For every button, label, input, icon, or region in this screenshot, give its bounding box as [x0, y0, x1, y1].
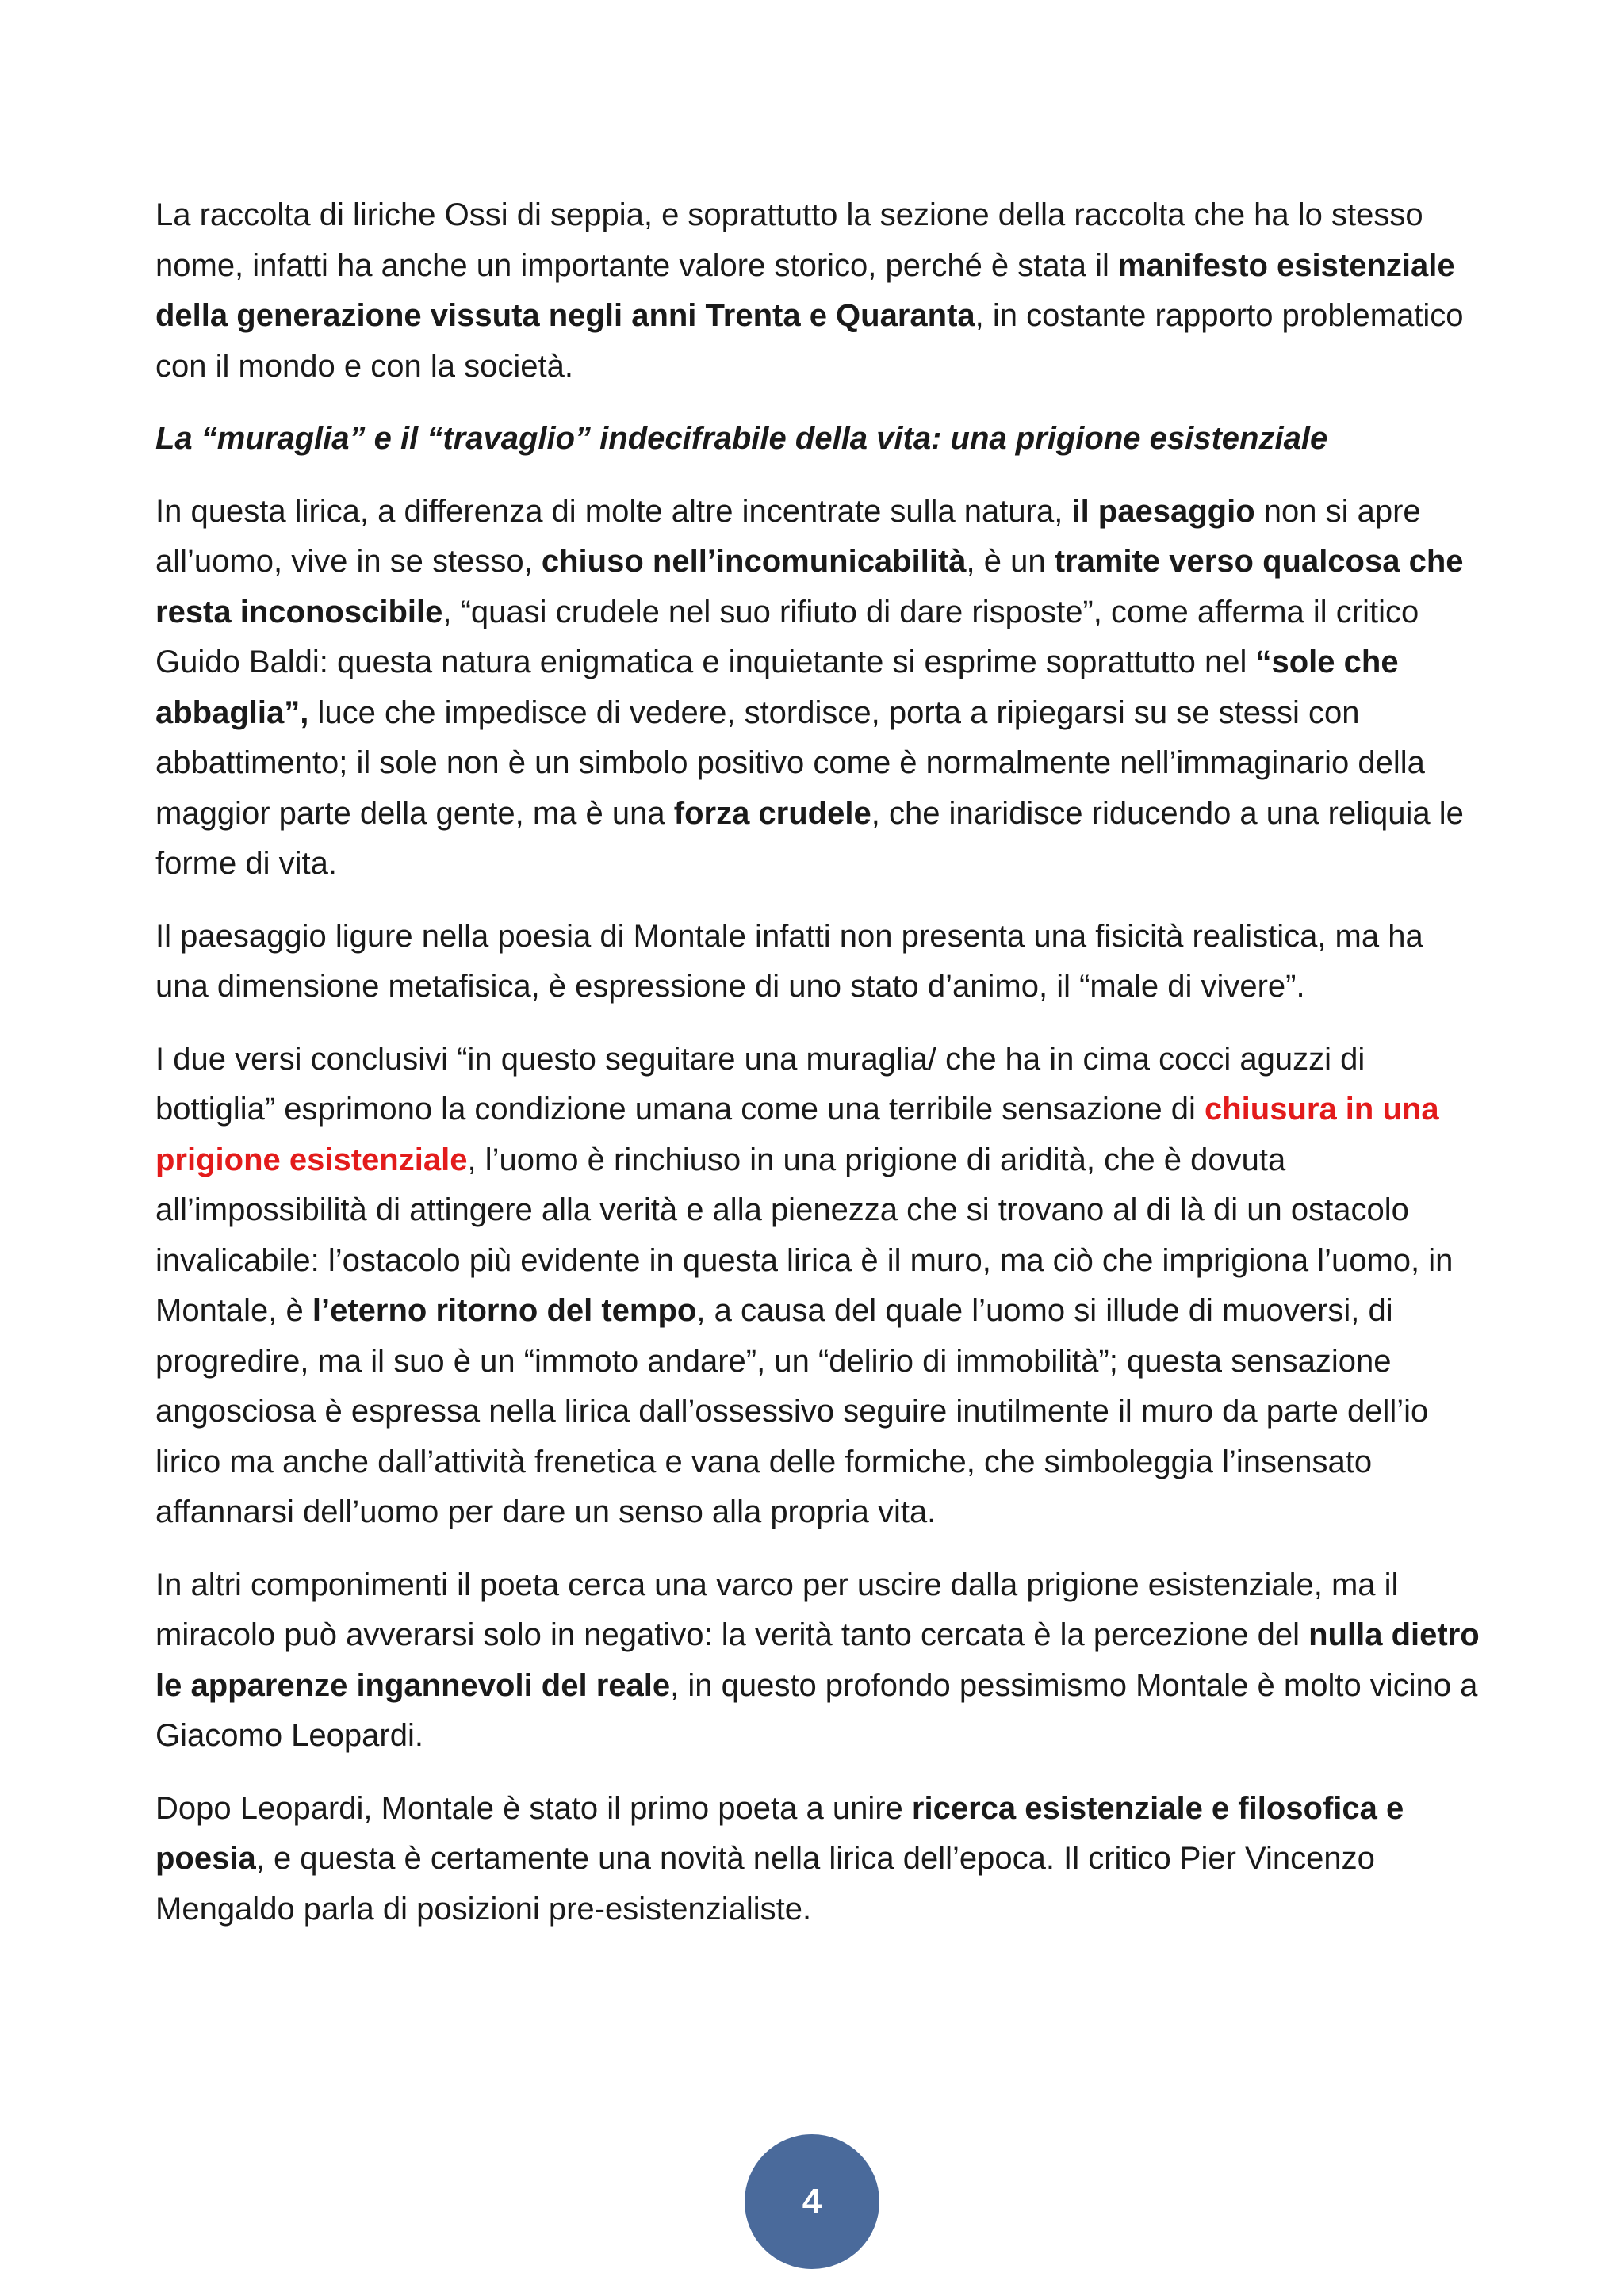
bold-phrase: “sole che abbaglia”,	[155, 645, 1399, 730]
bold-phrase: l’eterno ritorno del tempo	[312, 1293, 697, 1328]
bold-phrase: manifesto esistenziale della generazione vissuta negli anni Trenta e Quaranta	[155, 247, 1455, 333]
text-run: non si apre all’uomo, vive in se stesso,	[155, 493, 1421, 579]
text-run: La raccolta di liriche Ossi di seppia, e soprattutto la sezione della raccolta che ha lo stesso nome, infatti ha anche un importante valore storico, perché è stata il	[155, 197, 1423, 283]
bold-phrase: ricerca esistenziale e filosofica e poesia	[155, 1790, 1404, 1876]
text-run: , a causa del quale l’uomo si illude di muoversi, di progredire, ma il suo è un “immoto andare”, un “delirio di immobilità”; questa sensazione angosciosa è espressa nella lirica dall’ossessivo seguire inutilmente il muro da parte dell’io lirico ma anche dall’attività frenetica e vana delle formiche, che simboleggia l’insensato affannarsi dell’uomo per dare un senso alla propria vita.	[155, 1293, 1429, 1529]
text-run: Dopo Leopardi, Montale è stato il primo poeta a unire	[155, 1790, 912, 1826]
text-run: , in questo profondo pessimismo Montale è molto vicino a Giacomo Leopardi.	[155, 1667, 1478, 1753]
document-body	[155, 190, 1480, 1957]
bold-phrase: chiuso nell’incomunicabilità	[541, 544, 967, 579]
heading-text: La “muraglia” e il “travaglio” indecifrabile della vita: una prigione esistenziale	[155, 421, 1328, 456]
text-run: , “quasi crudele nel suo rifiuto di dare risposte”, come afferma il critico Guido Baldi: questa natura enigmatica e inquietante si esprime soprattutto nel	[155, 594, 1419, 679]
metafisica-paragraph	[155, 912, 1480, 1012]
bold-phrase: forza crudele	[673, 795, 871, 831]
section-heading	[155, 414, 1480, 465]
versi-conclusivi-paragraph	[155, 1035, 1480, 1538]
text-run: I due versi conclusivi “in questo seguitare una muraglia/ che ha in cima cocci aguzzi di bottiglia” esprimono la condizione umana come una terribile sensazione di	[155, 1041, 1365, 1127]
intro-paragraph	[155, 190, 1480, 392]
red-highlight-phrase: chiusura in una prigione esistenziale	[155, 1092, 1439, 1177]
page-number-badge	[745, 2134, 879, 2269]
page-number: 4	[802, 2182, 822, 2221]
text-run: , che inaridisce riducendo a una reliquia le forme di vita.	[155, 795, 1464, 881]
varco-paragraph	[155, 1560, 1480, 1762]
text-run: , in costante rapporto problematico con il mondo e con la società.	[155, 298, 1464, 384]
text-run: , e questa è certamente una novità nella lirica dell’epoca. Il critico Pier Vincenzo Mengaldo parla di posizioni pre-esistenzialiste.	[155, 1841, 1375, 1927]
bold-phrase: tramite verso qualcosa che resta inconoscibile	[155, 544, 1464, 629]
bold-phrase: il paesaggio	[1071, 493, 1255, 529]
text-run: In questa lirica, a differenza di molte altre incentrate sulla natura,	[155, 493, 1072, 529]
text-run: Il paesaggio ligure nella poesia di Montale infatti non presenta una fisicità realistica, ma ha una dimensione metafisica, è espressione di uno stato d’animo, il “male di vivere”.	[155, 918, 1423, 1004]
text-run: luce che impedisce di vedere, stordisce, porta a ripiegarsi su se stessi con abbattimento; il sole non è un simbolo positivo come è normalmente nell’immaginario della maggior parte della gente, ma è una	[155, 695, 1425, 831]
text-run: , l’uomo è rinchiuso in una prigione di aridità, che è dovuta all’impossibilità di attingere alla verità e alla pienezza che si trovano al di là di un ostacolo invalicabile: l’ostacolo più evidente in questa lirica è il muro, ma ciò che imprigiona l’uomo, in Montale, è	[155, 1142, 1454, 1328]
text-run: In altri componimenti il poeta cerca una varco per uscire dalla prigione esistenziale, ma il miracolo può avverarsi solo in negativo: la verità tanto cercata è la percezione del	[155, 1567, 1399, 1652]
paesaggio-paragraph	[155, 487, 1480, 890]
text-run: , è un	[966, 544, 1055, 579]
bold-phrase: nulla dietro le apparenze ingannevoli del reale	[155, 1617, 1480, 1703]
leopardi-paragraph	[155, 1784, 1480, 1935]
